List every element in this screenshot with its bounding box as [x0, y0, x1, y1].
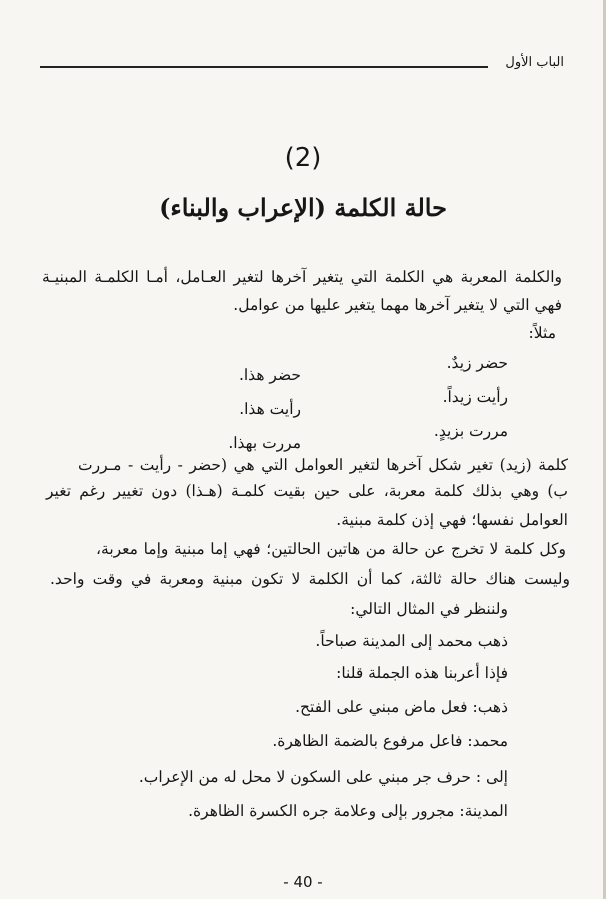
- paragraph-line: وكل كلمة لا تخرج عن حالة من هاتين الحالتين؛ فهي إما مبنية وإما معربة،: [96, 540, 566, 558]
- page-number: - 40 -: [283, 873, 323, 891]
- paragraph-line: ذهب محمد إلى المدينة صباحاً.: [315, 632, 508, 650]
- example-item: مررت بهذا.: [228, 434, 301, 452]
- paragraph-line: كلمة (زيد) تغير شكل آخرها لتغير العوامل التي هي (حضر - رأيت - مـررت: [78, 456, 568, 474]
- running-header: الباب الأول: [505, 55, 564, 70]
- parse-line: المدينة: مجرور بإلى وعلامة جره الكسرة الظاهرة.: [188, 802, 508, 820]
- header-rule: [40, 66, 488, 68]
- example-item: مررت بزيدٍ.: [433, 422, 508, 440]
- section-title: حالة الكلمة (الإعراب والبناء): [159, 193, 447, 222]
- paragraph-line: العوامل نفسها؛ فهي إذن كلمة مبنية.: [336, 511, 568, 529]
- paragraph-line: وليست هناك حالة ثالثة، كما أن الكلمة لا تكون مبنية ومعربة في وقت واحد.: [50, 570, 570, 588]
- parse-line: محمد: فاعل مرفوع بالضمة الظاهرة.: [272, 732, 508, 750]
- example-item: حضر زيدٌ.: [446, 354, 508, 372]
- paragraph-line: والكلمة المعربة هي الكلمة التي يتغير آخرها لتغير العـامل، أمـا الكلمـة المبنيـة: [42, 268, 562, 286]
- paragraph-line: ولننظر في المثال التالي:: [350, 600, 508, 618]
- example-item: رأيت هذا.: [239, 400, 301, 418]
- paragraph-line: فإذا أعربنا هذه الجملة قلنا:: [336, 664, 508, 682]
- paragraph-line: ب) وهي بذلك كلمة معربة، على حين بقيت كلمـة (هـذا) دون تغيير رغم تغير: [46, 482, 568, 500]
- example-item: رأيت زيداً.: [442, 388, 508, 406]
- paragraph-line: فهي التي لا يتغير آخرها مهما يتغير عليها من عوامل.: [233, 296, 562, 314]
- parse-line: ذهب: فعل ماض مبني على الفتح.: [295, 698, 508, 716]
- example-label: مثلاً:: [528, 324, 556, 342]
- parse-line: إلى : حرف جر مبني على السكون لا محل له من الإعراب.: [138, 768, 508, 786]
- example-item: حضر هذا.: [238, 366, 301, 384]
- section-number: (2): [284, 143, 322, 173]
